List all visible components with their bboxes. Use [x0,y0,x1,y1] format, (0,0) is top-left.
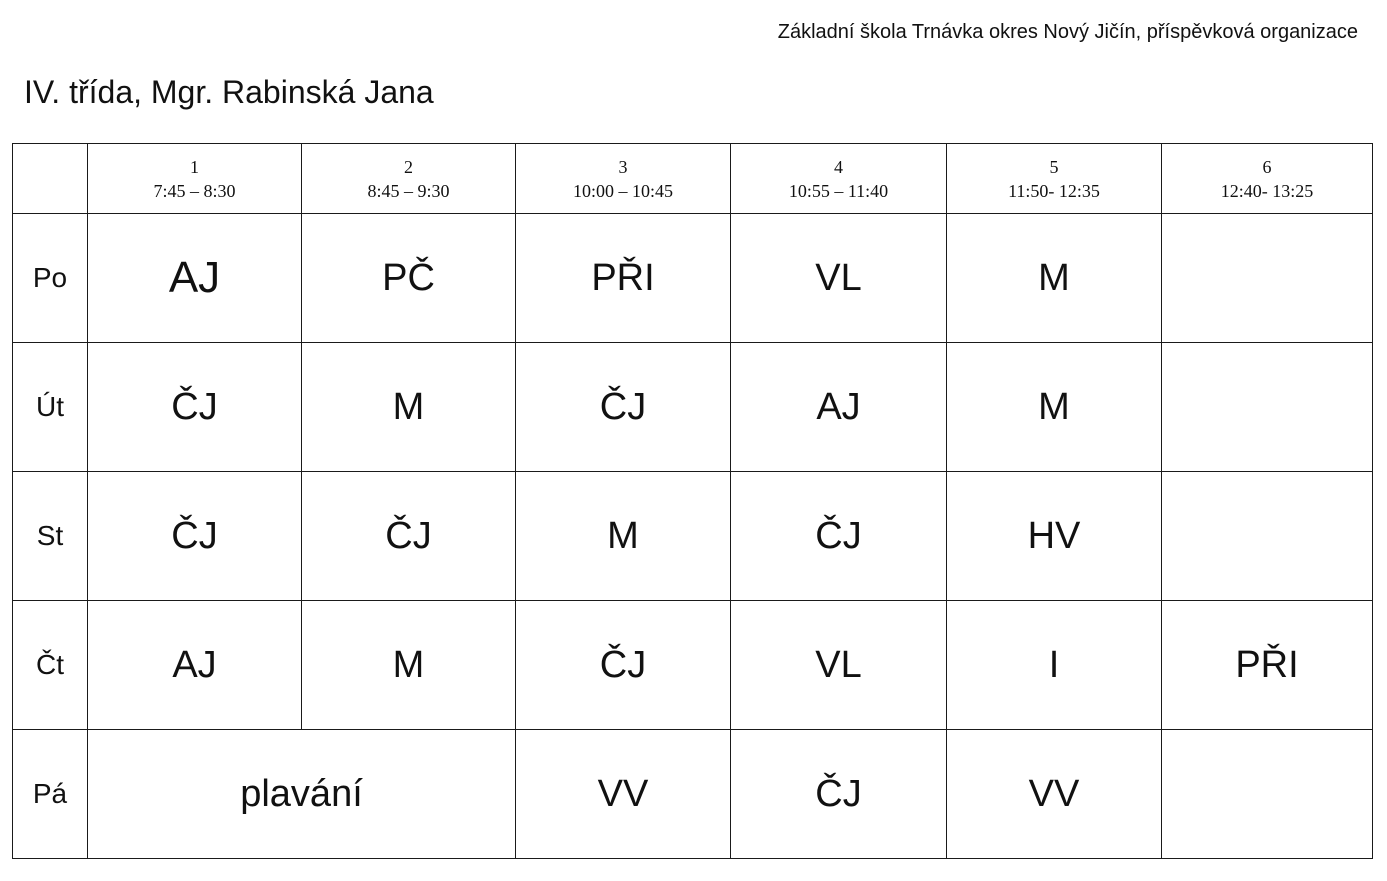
period-number: 3 [618,156,628,177]
day-label: Po [13,214,88,343]
lesson-cell: ČJ [731,472,947,601]
lesson-cell-double: plavání [88,730,516,859]
lesson-cell: ČJ [88,343,302,472]
period-time: 12:40- 13:25 [1220,180,1314,201]
lesson-cell: M [302,601,516,730]
lesson-cell: M [947,343,1162,472]
period-number: 6 [1262,156,1272,177]
day-row-po [13,214,1373,343]
period-header-3 [516,144,731,214]
lesson-cell: ČJ [516,601,731,730]
period-time: 8:45 – 9:30 [367,180,450,201]
lesson-cell: M [947,214,1162,343]
period-header-6 [1162,144,1373,214]
day-row-pa [13,730,1373,859]
class-title: IV. třída, Mgr. Rabinská Jana [24,74,434,110]
lesson-cell: VV [516,730,731,859]
period-number: 2 [404,156,413,177]
period-time: 7:45 – 8:30 [153,180,236,201]
period-header-2 [302,144,516,214]
period-number: 5 [1049,156,1059,177]
period-number: 1 [190,156,199,177]
lesson-cell: ČJ [302,472,516,601]
day-row-st [13,472,1373,601]
day-label: Čt [13,601,88,730]
school-name: Základní škola Trnávka okres Nový Jičín, příspěvková organizace [777,21,1358,43]
lesson-cell: VL [731,214,947,343]
lesson-cell [1162,343,1373,472]
lesson-cell: PČ [302,214,516,343]
lesson-cell: M [516,472,731,601]
lesson-cell: PŘI [516,214,731,343]
timetable [12,143,1373,859]
day-row-ut [13,343,1373,472]
lesson-cell: M [302,343,516,472]
day-label: Út [13,343,88,472]
lesson-cell: AJ [731,343,947,472]
period-header-4 [731,144,947,214]
lesson-cell: AJ [88,601,302,730]
lesson-cell: AJ [88,214,302,343]
lesson-cell: PŘI [1162,601,1373,730]
lesson-cell [1162,214,1373,343]
period-time: 11:50- 12:35 [1008,180,1100,201]
period-time: 10:55 – 11:40 [788,180,889,201]
period-header-5 [947,144,1162,214]
day-row-ct [13,601,1373,730]
day-label: St [13,472,88,601]
corner-cell [13,144,88,214]
lesson-cell [1162,472,1373,601]
period-header-row [13,144,1373,214]
lesson-cell: HV [947,472,1162,601]
lesson-cell: ČJ [516,343,731,472]
lesson-cell [1162,730,1373,859]
period-number: 4 [834,156,843,177]
lesson-cell: I [947,601,1162,730]
lesson-cell: ČJ [88,472,302,601]
period-time: 10:00 – 10:45 [572,180,673,201]
lesson-cell: VV [947,730,1162,859]
lesson-cell: VL [731,601,947,730]
lesson-cell: ČJ [731,730,947,859]
period-header-1 [88,144,302,214]
day-label: Pá [13,730,88,859]
